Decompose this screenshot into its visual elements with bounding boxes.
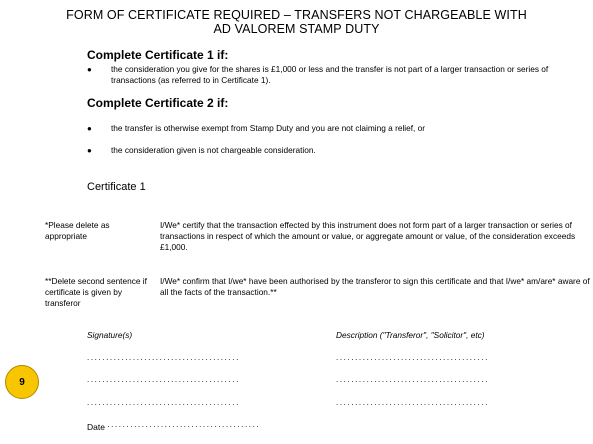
date-row [87,420,267,432]
section2-bullet-text-2: the consideration given is not chargeable consideration. [111,145,316,155]
section2-bullet-text-1: the transfer is otherwise exempt from Stamp Duty and you are not claiming a relief, or [111,123,426,133]
signature-line-3[interactable]: ........................................ [87,398,240,407]
description-line-1[interactable]: ........................................ [336,353,489,362]
date-label: Date [87,422,105,432]
delete-note-2: **Delete second sentence if certificate is given by transferor [45,276,147,308]
section2-bullet-1 [87,123,587,135]
description-line-3[interactable]: ........................................ [336,398,489,407]
bullet-icon: ● [87,65,92,74]
bullet-icon: ● [87,146,92,155]
section1-bullet-text: the consideration you give for the shares is £1,000 or less and the transfer is not part of a larger transaction or series of transactions (as referred to in Certificate 1). [111,64,549,85]
page-number-badge [5,365,39,399]
certificate-heading: Certificate 1 [87,181,146,193]
certification-text-2: I/We* confirm that I/we* have been authorised by the transferor to sign this certificate and that I/we* am/are* aware of all the facts of the transaction.** [160,276,590,297]
section1-bullet [87,64,587,88]
bullet-icon: ● [87,124,92,133]
certification-text-1: I/We* certify that the transaction effected by this instrument does not form part of a larger transaction or series of transactions in respect of which the amount or value, or aggregate amount or value, of the consideration exceeds £1,000. [160,220,576,252]
signature-label: Signature(s) [87,330,133,340]
section2-bullet-2 [87,145,587,157]
date-line[interactable]: ........................................ [107,420,261,429]
description-label: Description ("Transferor", "Solicitor", etc) [336,330,485,340]
form-title-line2: AD VALOREM STAMP DUTY [213,22,380,36]
form-title [0,8,593,36]
page-number: 9 [19,376,25,388]
signature-line-1[interactable]: ........................................ [87,353,240,362]
section2-heading: Complete Certificate 2 if: [87,96,229,110]
description-line-2[interactable]: ........................................ [336,375,489,384]
section1-heading: Complete Certificate 1 if: [87,48,229,62]
signature-line-2[interactable]: ........................................ [87,375,240,384]
delete-note-1: *Please delete as appropriate [45,220,110,241]
form-title-line1: FORM OF CERTIFICATE REQUIRED – TRANSFERS NOT CHARGEABLE WITH [66,8,527,22]
